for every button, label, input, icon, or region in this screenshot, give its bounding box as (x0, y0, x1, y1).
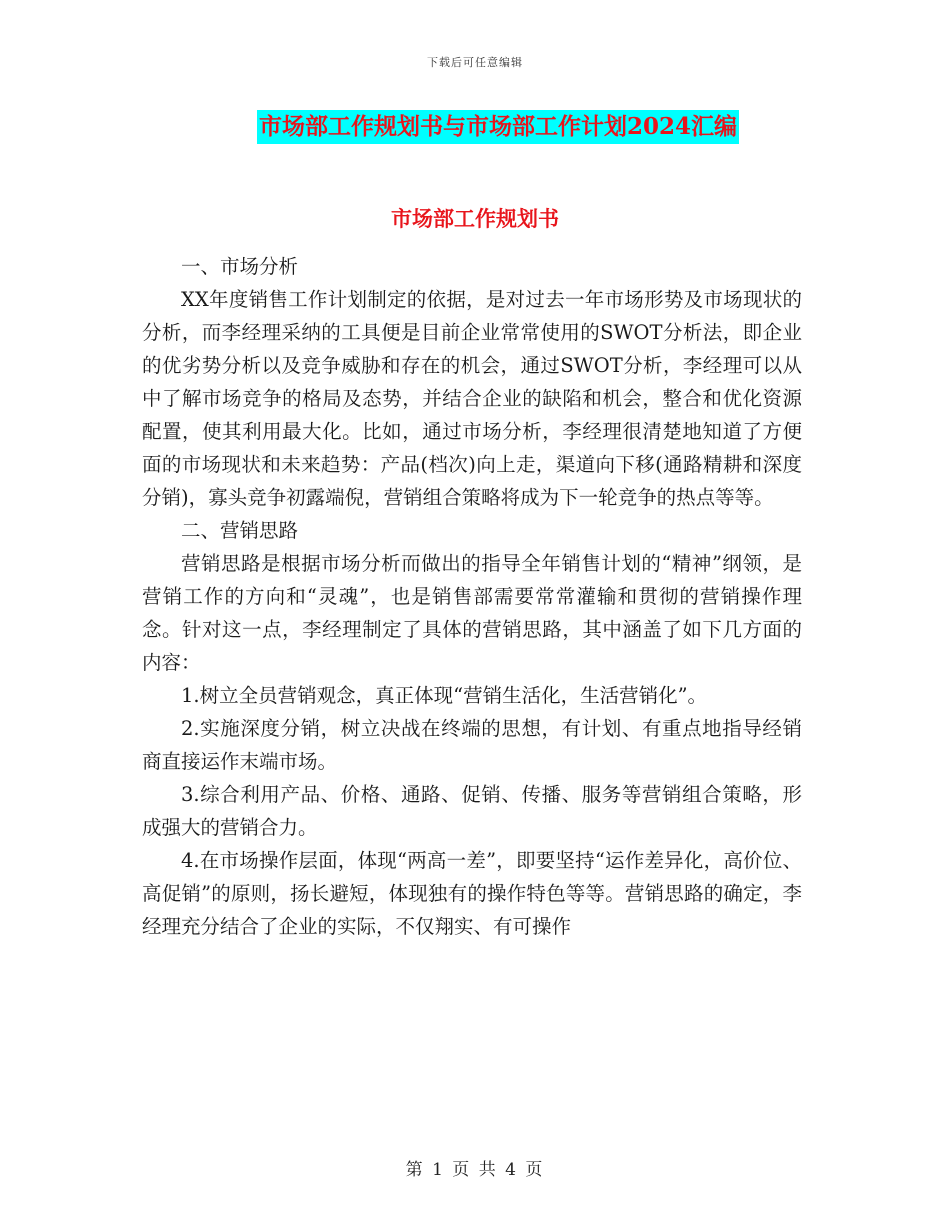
document-title: 市场部工作规划书与市场部工作计划2024汇编 (257, 110, 739, 144)
section-heading-marketing-ideas: 二、营销思路 (181, 519, 299, 542)
list-item-2: 2.实施深度分销，树立决战在终端的思想，有计划、有重点地指导经销商直接运作末端市场。 (142, 717, 802, 773)
page-number: 第 1 页 共 4 页 (405, 1160, 545, 1180)
list-item-1: 1.树立全员营销观念，真正体现“营销生活化，生活营销化”。 (181, 684, 708, 707)
section-title: 市场部工作规划书 (391, 206, 559, 231)
header-note: 下载后可任意编辑 (427, 56, 523, 69)
list-item-3: 3.综合利用产品、价格、通路、促销、传播、服务等营销组合策略，形成强大的营销合力。 (142, 783, 802, 839)
document-body (142, 250, 802, 943)
main-title-container (0, 110, 950, 144)
section-heading-market-analysis: 一、市场分析 (181, 255, 299, 278)
list-item-4: 4.在市场操作层面，体现“两高一差”，即要坚持“运作差异化，高价位、高促销”的原则，扬长避短，体现独有的操作特色等等。营销思路的确定，李经理充分结合了企业的实际，不仅翔实、有可操作 (142, 849, 802, 938)
paragraph-market-analysis: XX年度销售工作计划制定的依据，是对过去一年市场形势及市场现状的分析，而李经理采纳的工具便是目前企业常常使用的SWOT分析法，即企业的优劣势分析以及竞争威胁和存在的机会，通过SWOT分析，李经理可以从中了解市场竞争的格局及态势，并结合企业的缺陷和机会，整合和优化资源配置，使其利用最大化。比如，通过市场分析，李经理很清楚地知道了方便面的市场现状和未来趋势：产品(档次)向上走，渠道向下移(通路精耕和深度分销)，寡头竞争初露端倪，营销组合策略将成为下一轮竞争的热点等等。 (142, 288, 802, 509)
paragraph-marketing-ideas: 营销思路是根据市场分析而做出的指导全年销售计划的“精神”纲领，是营销工作的方向和“灵魂”，也是销售部需要常常灌输和贯彻的营销操作理念。针对这一点，李经理制定了具体的营销思路，其中涵盖了如下几方面的内容： (142, 552, 802, 674)
